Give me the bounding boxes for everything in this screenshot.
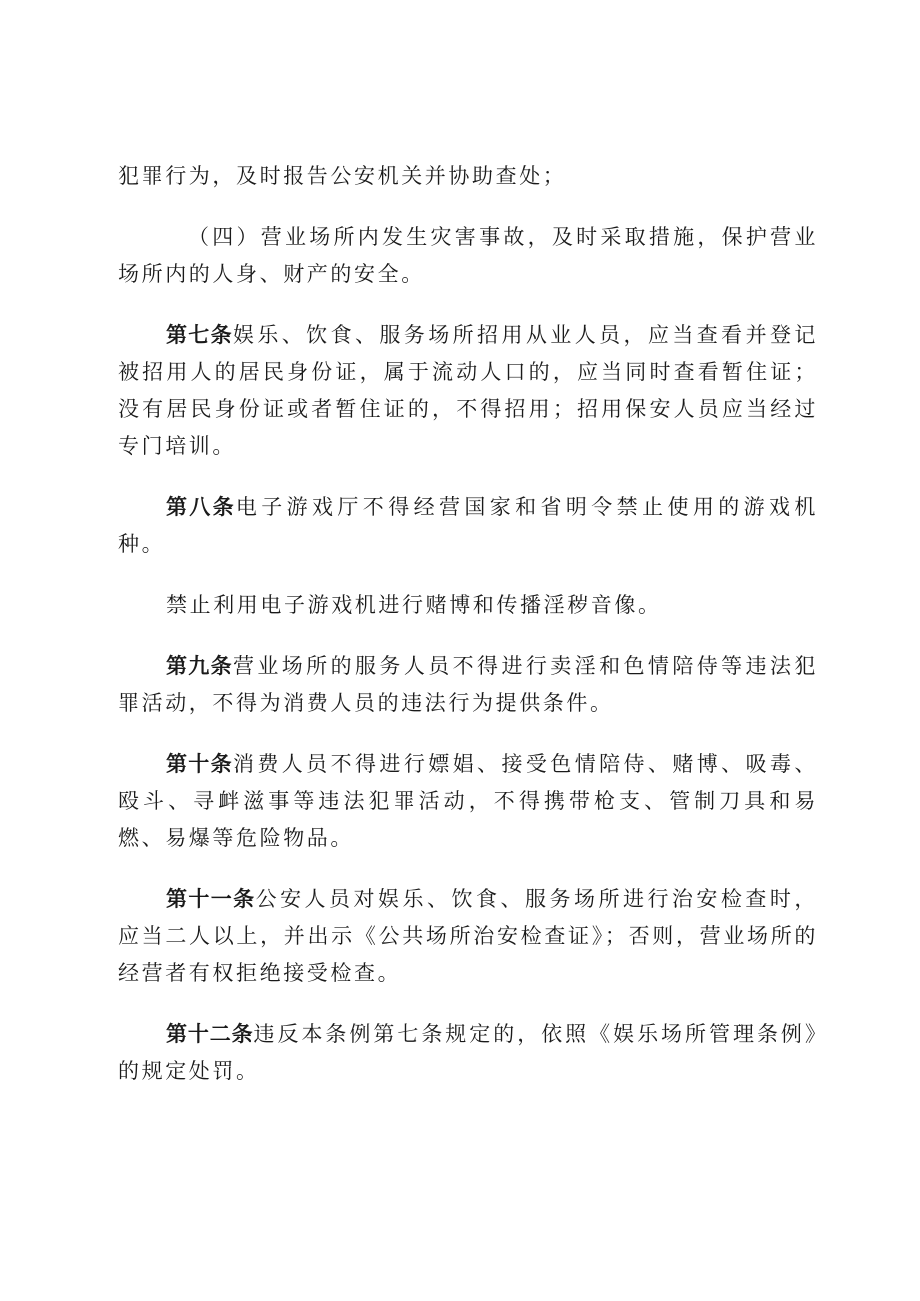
article-heading: 第十条	[166, 752, 233, 776]
paragraph-text: 营业场所的服务人员不得进行卖淫和色情陪侍等违法犯罪活动，不得为消费人员的违法行为提供条件。	[118, 654, 818, 715]
article-8-clause-2	[118, 587, 818, 624]
paragraph-text: （四）营业场所内发生灾害事故，及时采取措施，保护营业场所内的人身、财产的安全。	[118, 225, 818, 286]
article-heading: 第十一条	[166, 887, 256, 911]
paragraph-text: 娱乐、饮食、服务场所招用从业人员，应当查看并登记被招用人的居民身份证，属于流动人口的，应当同时查看暂住证；没有居民身份证或者暂住证的，不得招用；招用保安人员应当经过专门培训。	[118, 323, 818, 458]
paragraph-text: 犯罪行为，及时报告公安机关并协助查处；	[118, 164, 567, 188]
article-heading: 第七条	[166, 323, 233, 347]
article-heading: 第八条	[166, 495, 236, 519]
paragraph-text: 电子游戏厅不得经营国家和省明令禁止使用的游戏机种。	[118, 495, 818, 556]
paragraph-continuation	[118, 158, 818, 195]
article-9	[118, 648, 818, 722]
paragraph-text: 禁止利用电子游戏机进行赌博和传播淫秽音像。	[166, 593, 662, 617]
article-7	[118, 317, 818, 465]
paragraph-text: 违反本条例第七条规定的，依照《娱乐场所管理条例》的规定处罚。	[118, 1022, 818, 1083]
document-page	[118, 158, 818, 1090]
paragraph-item-four	[118, 219, 818, 293]
article-10	[118, 746, 818, 857]
article-12	[118, 1016, 818, 1090]
article-heading: 第九条	[166, 654, 233, 678]
article-11	[118, 881, 818, 992]
paragraph-text: 消费人员不得进行嫖娼、接受色情陪侍、赌博、吸毒、殴斗、寻衅滋事等违法犯罪活动，不得携带枪支、管制刀具和易燃、易爆等危险物品。	[118, 752, 818, 850]
article-8	[118, 489, 818, 563]
paragraph-text: 公安人员对娱乐、饮食、服务场所进行治安检查时，应当二人以上，并出示《公共场所治安检查证》；否则，营业场所的经营者有权拒绝接受检查。	[118, 887, 818, 985]
article-heading: 第十二条	[166, 1022, 254, 1046]
